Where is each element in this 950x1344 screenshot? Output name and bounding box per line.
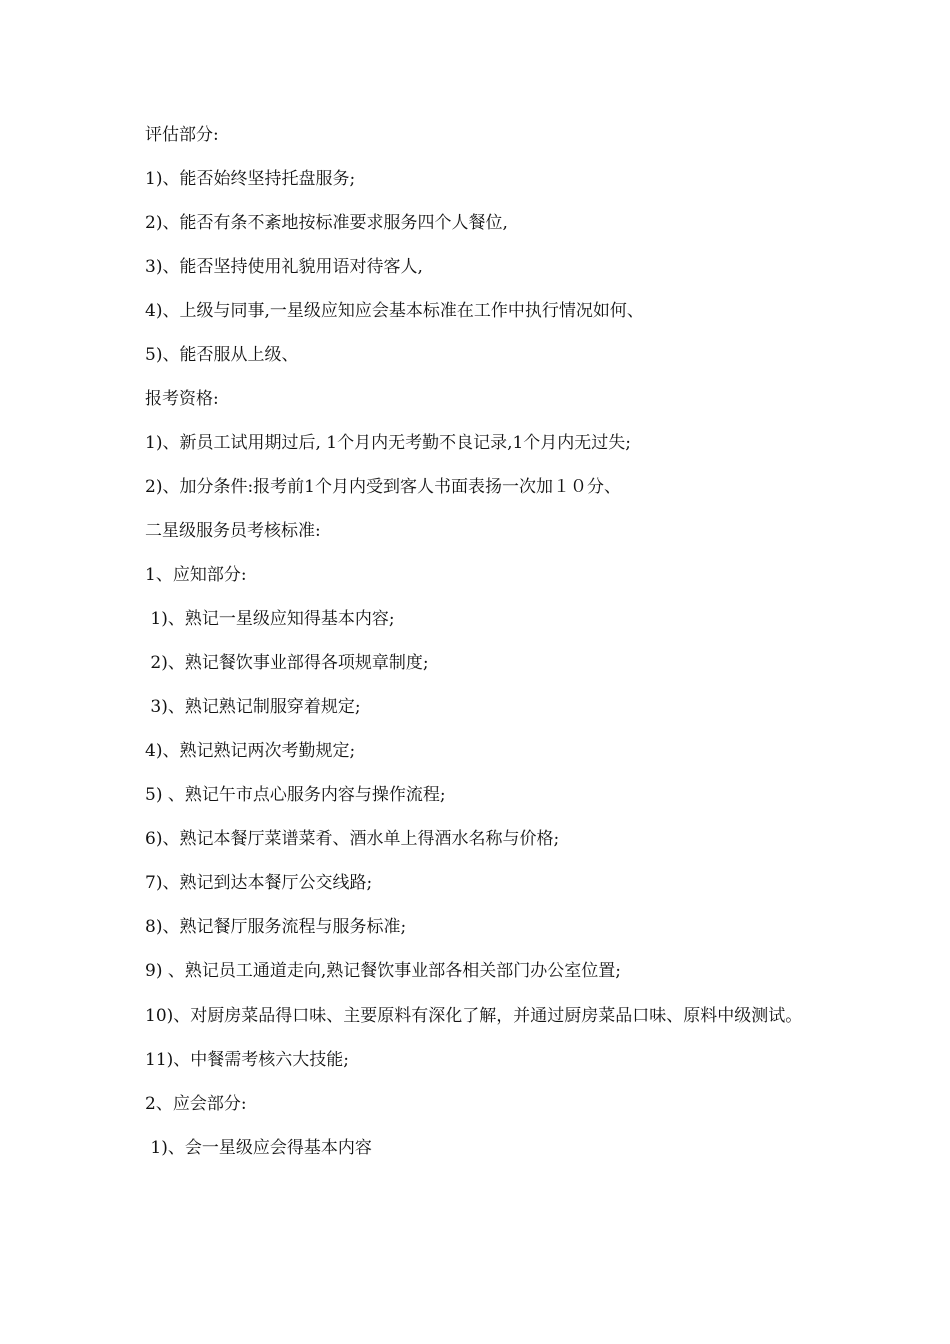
list-item: 5) 、熟记午市点心服务内容与操作流程;	[145, 785, 446, 805]
list-item: 4)、熟记熟记两次考勤规定;	[145, 741, 356, 761]
list-item: 2)、加分条件:报考前1个月内受到客人书面表扬一次加１０分、	[145, 477, 621, 497]
list-item: 3)、能否坚持使用礼貌用语对待客人,	[145, 257, 423, 277]
list-item: 8)、熟记餐厅服务流程与服务标准;	[145, 917, 407, 937]
list-item: 4)、上级与同事,一星级应知应会基本标准在工作中执行情况如何、	[145, 301, 644, 321]
document-body	[145, 124, 825, 1181]
subsection-heading-knowledge: 1、应知部分:	[145, 565, 247, 585]
section-heading-evaluation: 评估部分:	[145, 125, 219, 145]
list-item: 1)、新员工试用期过后, 1个月内无考勤不良记录,1个月内无过失;	[145, 433, 632, 453]
list-item: 2)、熟记餐饮事业部得各项规章制度;	[145, 653, 429, 673]
list-item: 1)、能否始终坚持托盘服务;	[145, 169, 356, 189]
list-item: 5)、能否服从上级、	[145, 345, 299, 365]
section-heading-qualification: 报考资格:	[145, 389, 219, 409]
list-item: 3)、熟记熟记制服穿着规定;	[145, 697, 361, 717]
section-heading-two-star-standard: 二星级服务员考核标准:	[145, 521, 321, 541]
list-item: 1)、熟记一星级应知得基本内容;	[145, 609, 395, 629]
subsection-heading-skills: 2、应会部分:	[145, 1094, 247, 1114]
list-item: 1)、会一星级应会得基本内容	[145, 1138, 372, 1158]
list-item: 7)、熟记到达本餐厅公交线路;	[145, 873, 373, 893]
list-item: 10)、对厨房菜品得口味、主要原料有深化了解，并通过厨房菜品口味、原料中级测试。	[145, 1006, 803, 1026]
list-item: 9) 、熟记员工通道走向,熟记餐饮事业部各相关部门办公室位置;	[145, 961, 621, 981]
list-item: 11)、中餐需考核六大技能;	[145, 1050, 349, 1070]
list-item: 2)、能否有条不紊地按标准要求服务四个人餐位,	[145, 213, 508, 233]
list-item: 6)、熟记本餐厅菜谱菜肴、酒水单上得酒水名称与价格;	[145, 829, 560, 849]
